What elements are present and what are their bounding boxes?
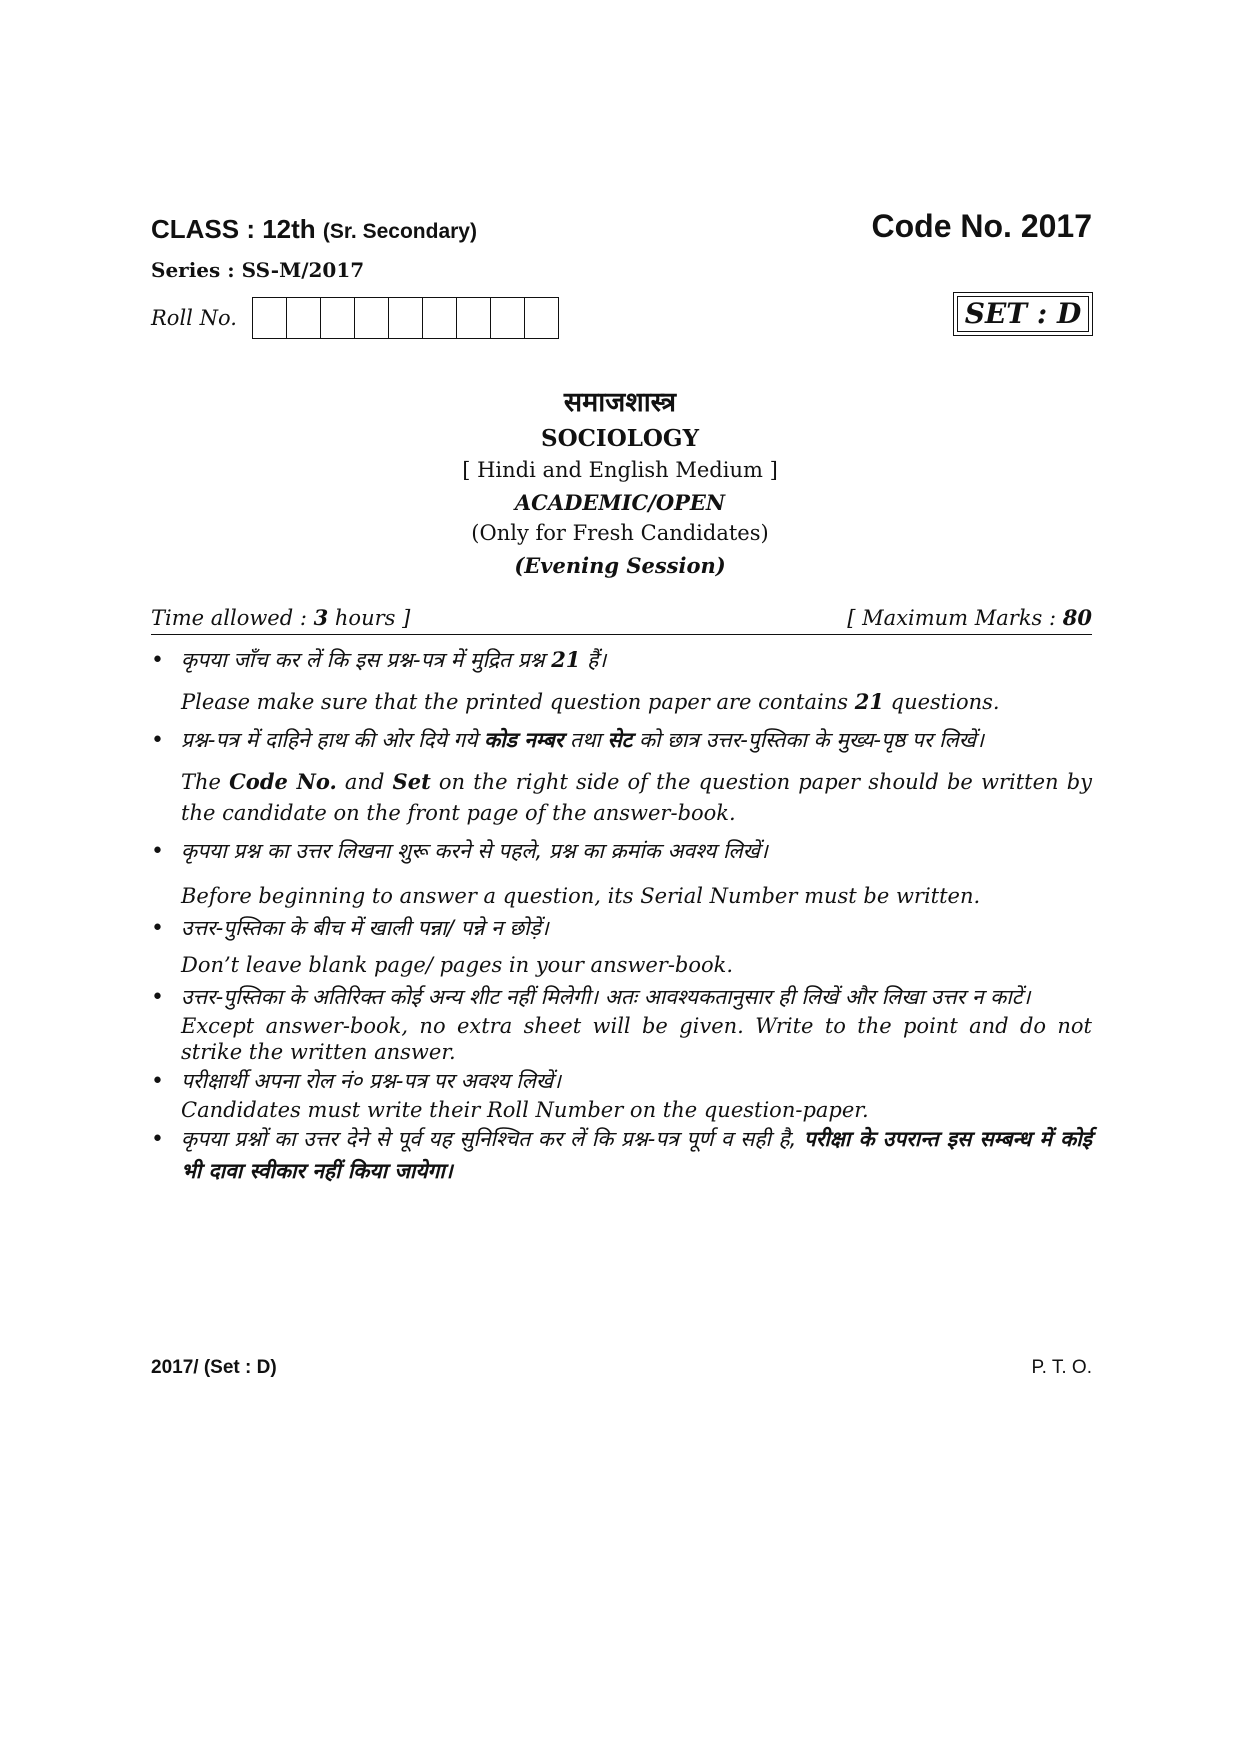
- text: and: [336, 770, 393, 794]
- text: 21: [551, 647, 581, 672]
- instruction-english: Candidates must write their Roll Number on the question-paper.: [181, 1098, 869, 1122]
- text: questions.: [883, 690, 1000, 714]
- text: कोड नम्बर: [484, 728, 564, 752]
- instruction-item: [151, 1065, 1092, 1123]
- roll-no-box[interactable]: [491, 298, 525, 338]
- instruction-english: Don’t leave blank page/ pages in your answer-book.: [181, 953, 734, 977]
- bullet-icon: •: [151, 728, 164, 753]
- class-label: [151, 214, 477, 245]
- instruction-item: [151, 644, 1092, 718]
- divider: [151, 634, 1092, 635]
- instruction-hindi: [181, 724, 1092, 756]
- text: Code No.: [229, 769, 337, 794]
- instruction-item: [151, 912, 1092, 981]
- roll-no-box[interactable]: [457, 298, 491, 338]
- set-box: SET : D: [953, 292, 1093, 336]
- text: Set: [392, 769, 431, 794]
- series-label: Series : SS-M/2017: [151, 258, 365, 282]
- maximum-marks: [847, 605, 1092, 630]
- marks-prefix: [ Maximum Marks :: [847, 606, 1063, 630]
- instruction-hindi: कृपया प्रश्न का उत्तर लिखना शुरू करने से पहले, प्रश्न का क्रमांक अवश्य लिखें।: [181, 839, 768, 863]
- time-value: 3: [313, 605, 329, 630]
- time-suffix: hours ]: [328, 606, 411, 630]
- instruction-item: [151, 724, 1092, 829]
- time-allowed: [151, 605, 410, 630]
- roll-no-box[interactable]: [355, 298, 389, 338]
- session-label: (Evening Session): [514, 553, 726, 578]
- bullet-icon: •: [151, 648, 164, 673]
- instruction-english: [181, 766, 1092, 829]
- instruction-english: Before beginning to answer a question, its Serial Number must be written.: [181, 884, 981, 908]
- instruction-hindi: [181, 644, 1092, 676]
- academic-label: ACADEMIC/OPEN: [514, 490, 726, 515]
- roll-no-box[interactable]: [287, 298, 321, 338]
- roll-no-box[interactable]: [525, 298, 559, 338]
- text: प्रश्न-पत्र में दाहिने हाथ की ओर दिये गये: [181, 728, 485, 752]
- text: कृपया प्रश्नों का उत्तर देने से पूर्व यह सुनिश्चित कर लें कि प्रश्न-पत्र पूर्ण व सही है,: [181, 1127, 804, 1151]
- subject-title-english: SOCIOLOGY: [540, 425, 699, 452]
- roll-no-box[interactable]: [253, 298, 287, 338]
- instruction-hindi: उत्तर-पुस्तिका के बीच में खाली पन्ना/ पन्ने न छोड़ें।: [181, 916, 549, 940]
- roll-no-box[interactable]: [423, 298, 457, 338]
- bullet-icon: •: [151, 1127, 164, 1152]
- instruction-hindi: [181, 1123, 1092, 1187]
- text: कृपया जाँच कर लें कि इस प्रश्न-पत्र में मुद्रित प्रश्न: [181, 648, 552, 672]
- text: on the right side of the question paper should be written by the candidate on the front page of the answer-book.: [181, 770, 1092, 825]
- text: हैं।: [580, 648, 607, 672]
- bullet-icon: •: [151, 839, 164, 864]
- text: तथा: [563, 728, 608, 752]
- footer-code: 2017/ (Set : D): [151, 1357, 277, 1378]
- instructions-list: [151, 644, 1092, 1187]
- roll-no-boxes[interactable]: [252, 297, 559, 339]
- text: The: [181, 770, 230, 794]
- class-main: CLASS : 12th: [151, 214, 316, 244]
- roll-no-label: Roll No.: [151, 306, 237, 330]
- subject-title-hindi: समाजशास्त्र: [563, 387, 677, 418]
- fresh-candidates-label: (Only for Fresh Candidates): [471, 521, 769, 545]
- text: सेट: [607, 728, 633, 752]
- bullet-icon: •: [151, 1069, 164, 1094]
- roll-no-box[interactable]: [389, 298, 423, 338]
- instruction-hindi: उत्तर-पुस्तिका के अतिरिक्त कोई अन्य शीट नहीं मिलेगी। अतः आवश्यकतानुसार ही लिखें और लिखा उत्तर न काटें।: [181, 985, 1031, 1009]
- instruction-item: [151, 1123, 1092, 1187]
- class-sub: (Sr. Secondary): [322, 220, 477, 243]
- medium-label: [ Hindi and English Medium ]: [462, 458, 778, 482]
- instruction-hindi: परीक्षार्थी अपना रोल नं० प्रश्न-पत्र पर अवश्य लिखें।: [181, 1069, 561, 1093]
- marks-value: 80: [1062, 605, 1092, 630]
- text: को छात्र उत्तर-पुस्तिका के मुख्य-पृष्ठ पर लिखें।: [632, 728, 984, 752]
- text: Please make sure that the printed question paper are contains: [181, 690, 855, 714]
- bullet-icon: •: [151, 985, 164, 1010]
- text: 21: [854, 689, 884, 714]
- instruction-item: [151, 981, 1092, 1065]
- bullet-icon: •: [151, 916, 164, 941]
- time-prefix: Time allowed :: [151, 606, 314, 630]
- text: परीक्षा के उपरान्त इस सम्बन्ध में कोई भी दावा स्वीकार नहीं किया जायेगा।: [181, 1127, 1092, 1183]
- instruction-english: [181, 686, 1092, 718]
- instruction-english: Except answer-book, no extra sheet will be given. Write to the point and do not strike the written answer.: [181, 1014, 1092, 1064]
- roll-no-box[interactable]: [321, 298, 355, 338]
- footer-pto: P. T. O.: [1031, 1357, 1092, 1378]
- instruction-item: [151, 835, 1092, 912]
- code-number: Code No. 2017: [871, 208, 1092, 244]
